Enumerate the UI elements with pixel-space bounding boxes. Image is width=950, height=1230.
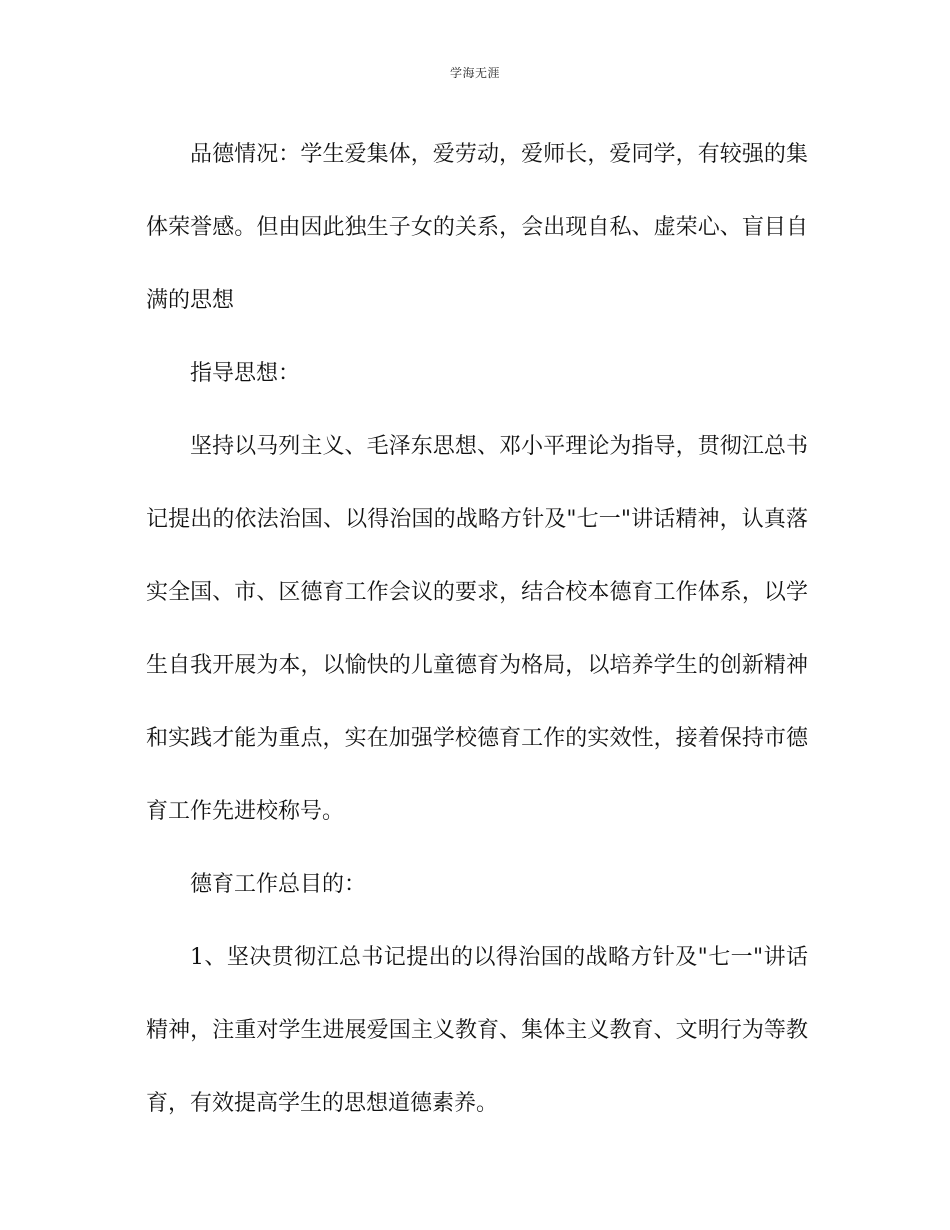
paragraph-moral-status: 品德情况：学生爱集体，爱劳动，爱师长，爱同学，有较强的集体荣誉感。但由因此独生子女的关系，会出现自私、虚荣心、盲目自满的思想: [146, 142, 808, 313]
paragraph-guiding-heading: 指导思想：: [190, 361, 301, 386]
page-header: 学海无涯: [449, 66, 500, 80]
paragraph-goal-item-1: 1、坚决贯彻江总书记提出的以得治国的战略方针及"七一"讲话精神，注重对学生进展爱国主义教育、集体主义教育、文明行为等教育，有效提高学生的思想道德素养。: [146, 945, 808, 1116]
document-body: [146, 118, 808, 1140]
paragraph-goal-heading: 德育工作总目的：: [190, 872, 367, 897]
paragraph-guiding-content: 坚持以马列主义、毛泽东思想、邓小平理论为指导，贯彻江总书记提出的依法治国、以得治国的战略方针及"七一"讲话精神，认真落实全国、市、区德育工作会议的要求，结合校本德育工作体系，以学生自我开展为本，以愉快的儿童德育为格局，以培养学生的创新精神和实践才能为重点，实在加强学校德育工作的实效性，接着保持市德育工作先进校称号。: [146, 434, 808, 824]
